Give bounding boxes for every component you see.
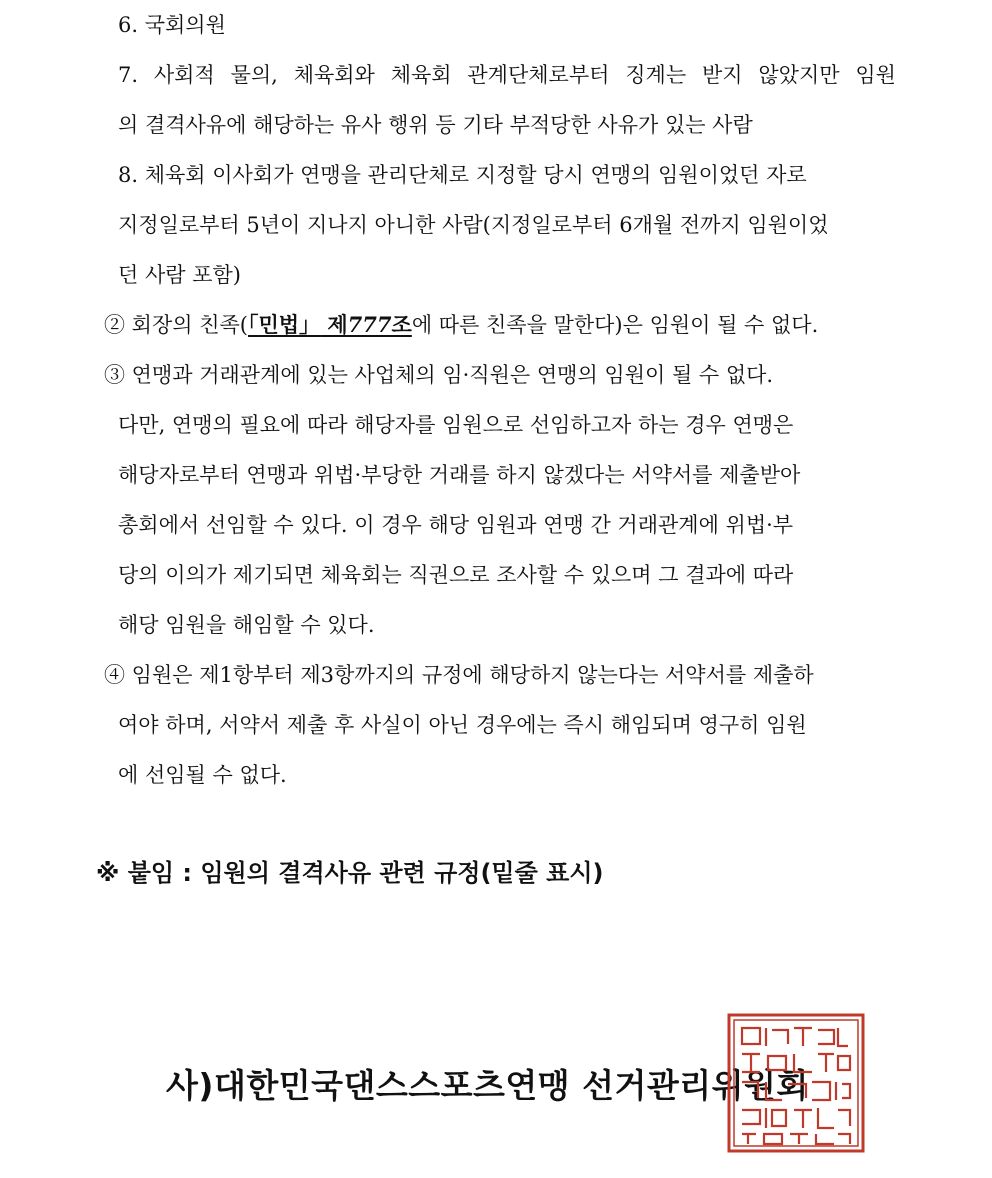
civil-law-ref: [248, 312, 412, 337]
official-seal: [726, 1012, 866, 1154]
item-8-line1: 8. 체육회 이사회가 연맹을 관리단체로 지정할 당시 연맹의 임원이었던 자로: [118, 163, 807, 187]
clause-3-line6: 해당 임원을 해임할 수 있다.: [118, 613, 375, 637]
civil-law-name: 「민법」: [247, 312, 321, 337]
item-8-line3: 던 사람 포함): [118, 263, 241, 287]
item-8-line2: 지정일로부터 5년이 지나지 아니한 사람(지정일로부터 6개월 전까지 임원이었: [118, 213, 829, 237]
attachment-note: ※ 붙임 : 임원의 결격사유 관련 규정(밑줄 표시): [96, 859, 604, 887]
clause-3-line5: 당의 이의가 제기되면 체육회는 직권으로 조사할 수 있으며 그 결과에 따라: [118, 563, 794, 587]
article-suffix: 조: [391, 312, 412, 337]
clause-2-prefix: ② 회장의 친족(: [104, 313, 248, 337]
clause-4-line1: ④ 임원은 제1항부터 제3항까지의 규정에 해당하지 않는다는 서약서를 제출하: [104, 663, 814, 687]
clause-3-line3: 해당자로부터 연맹과 위법·부당한 거래를 하지 않겠다는 서약서를 제출받아: [118, 463, 801, 487]
item-6: 6. 국회의원: [118, 13, 226, 37]
article-prefix: 제: [320, 312, 348, 337]
article-number: 777: [347, 312, 392, 337]
clause-2: [104, 311, 818, 339]
clause-4-line2: 여야 하며, 서약서 제출 후 사실이 아닌 경우에는 즉시 해임되며 영구히 임원: [118, 713, 807, 737]
item-7-line2: 의 결격사유에 해당하는 유사 행위 등 기타 부적당한 사유가 있는 사람: [118, 113, 753, 137]
organization-name: 사)대한민국댄스스포츠연맹 선거관리위원회: [166, 1066, 809, 1105]
clause-3-line1: ③ 연맹과 거래관계에 있는 사업체의 임·직원은 연맹의 임원이 될 수 없다.: [104, 363, 774, 387]
clause-2-rest: 에 따른 친족을 말한다)은 임원이 될 수 없다.: [411, 313, 819, 337]
seal-glyphs: [742, 1028, 850, 1144]
item-7-line1: 7. 사회적 물의, 체육회와 체육회 관계단체로부터 징계는 받지 않았지만 임원: [118, 63, 896, 87]
clause-3-line4: 총회에서 선임할 수 있다. 이 경우 해당 임원과 연맹 간 거래관계에 위법·부: [118, 513, 794, 537]
clause-4-line3: 에 선임될 수 없다.: [118, 763, 287, 787]
clause-3-line2: 다만, 연맹의 필요에 따라 해당자를 임원으로 선임하고자 하는 경우 연맹은: [118, 413, 794, 437]
